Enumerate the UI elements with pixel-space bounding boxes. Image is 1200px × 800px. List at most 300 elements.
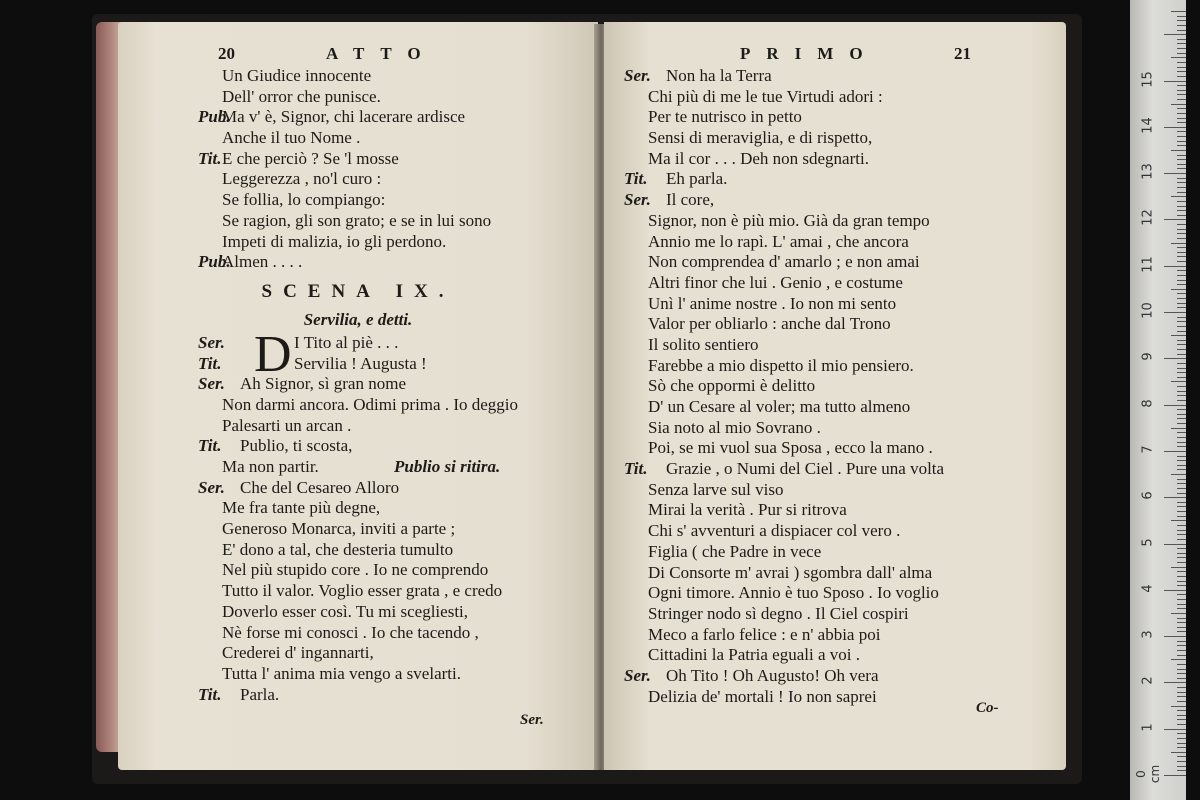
ruler-tick bbox=[1177, 99, 1186, 100]
verse-text: Sò che oppormi è delitto bbox=[648, 376, 816, 396]
text-line bbox=[604, 356, 1066, 377]
verse-text: Senza larve sul viso bbox=[648, 479, 784, 499]
ruler-tick bbox=[1177, 627, 1186, 628]
verse-text: Anche il tuo Nome . bbox=[222, 128, 361, 148]
ruler-tick bbox=[1177, 62, 1186, 63]
verse-text: Tutto il valor. Voglio esser grata , e credo bbox=[222, 581, 503, 601]
ruler-tick bbox=[1177, 594, 1186, 595]
verse-text: Non comprendea d' amarlo ; e non amai bbox=[648, 252, 920, 272]
verse-text: Per te nutrisco in petto bbox=[648, 107, 802, 127]
ruler-tick bbox=[1177, 631, 1186, 632]
speaker-label: Tit. bbox=[198, 684, 222, 704]
ruler-tick bbox=[1177, 307, 1186, 308]
ruler-tick bbox=[1164, 451, 1186, 452]
ruler-tick bbox=[1164, 405, 1186, 406]
text-line bbox=[604, 211, 1066, 232]
verse-text: Me fra tante più degne, bbox=[222, 498, 381, 518]
text-line bbox=[118, 232, 598, 253]
ruler-tick bbox=[1177, 224, 1186, 225]
verse-text: Chi più di me le tue Virtudi adori : bbox=[648, 86, 883, 106]
ruler-tick bbox=[1177, 317, 1186, 318]
ruler-tick bbox=[1177, 303, 1186, 304]
ruler-tick bbox=[1177, 743, 1186, 744]
verse-text: Ma v' è, Signor, chi lacerare ardisce bbox=[222, 107, 466, 127]
text-line bbox=[604, 604, 1066, 625]
ruler-tick bbox=[1164, 544, 1186, 545]
verse-text: Dell' orror che punisce. bbox=[222, 86, 381, 106]
verse-text: Eh parla. bbox=[666, 169, 728, 189]
ruler-tick bbox=[1177, 168, 1186, 169]
ruler-tick bbox=[1177, 270, 1186, 271]
verse-text: Annio me lo rapì. L' amai , che ancora bbox=[648, 231, 909, 251]
ruler-tick bbox=[1177, 756, 1186, 757]
text-line bbox=[604, 500, 1066, 521]
ruler-tick bbox=[1171, 613, 1186, 614]
text-line bbox=[604, 232, 1066, 253]
ruler-tick bbox=[1171, 104, 1186, 105]
ruler-tick bbox=[1164, 312, 1186, 313]
text-line bbox=[604, 252, 1066, 273]
ruler-tick bbox=[1164, 81, 1186, 82]
verse-text: Meco a farlo felice : e n' abbia poi bbox=[648, 624, 881, 644]
text-line bbox=[118, 354, 598, 375]
right-catchword: Co- bbox=[976, 700, 999, 716]
ruler-tick bbox=[1177, 738, 1186, 739]
text-line bbox=[604, 438, 1066, 459]
ruler-tick bbox=[1177, 275, 1186, 276]
speaker-label: Ser. bbox=[198, 374, 225, 394]
ruler-tick bbox=[1177, 326, 1186, 327]
ruler-tick bbox=[1171, 474, 1186, 475]
verse-text: Doverlo esser così. Tu mi scegliesti, bbox=[222, 601, 469, 621]
ruler-tick bbox=[1177, 530, 1186, 531]
ruler-tick bbox=[1164, 497, 1186, 498]
ruler-tick bbox=[1177, 719, 1186, 720]
ruler-tick bbox=[1177, 340, 1186, 341]
verse-text: Grazie , o Numi del Ciel . Pure una volta bbox=[666, 459, 945, 479]
ruler-tick bbox=[1177, 131, 1186, 132]
verse-text: E' dono a tal, che desteria tumulto bbox=[222, 539, 454, 559]
ruler-tick bbox=[1171, 659, 1186, 660]
ruler-number: 2 bbox=[1140, 676, 1156, 686]
ruler-tick bbox=[1171, 243, 1186, 244]
ruler-tick bbox=[1177, 293, 1186, 294]
speaker-label: Tit. bbox=[198, 436, 222, 456]
speaker-label: Pub. bbox=[198, 107, 231, 127]
ruler-tick bbox=[1177, 645, 1186, 646]
text-line bbox=[118, 333, 598, 354]
right-page-number: 21 bbox=[954, 44, 971, 63]
ruler-tick bbox=[1177, 446, 1186, 447]
text-line bbox=[118, 560, 598, 581]
verse-text: Palesarti un arcan . bbox=[222, 415, 352, 435]
ruler-tick bbox=[1177, 354, 1186, 355]
ruler-tick bbox=[1177, 678, 1186, 679]
ruler-tick bbox=[1177, 233, 1186, 234]
ruler-tick bbox=[1171, 150, 1186, 151]
ruler-tick bbox=[1177, 261, 1186, 262]
text-line bbox=[604, 459, 1066, 480]
ruler-tick bbox=[1177, 465, 1186, 466]
ruler-tick bbox=[1177, 506, 1186, 507]
left-page bbox=[118, 22, 598, 770]
ruler-tick bbox=[1164, 775, 1186, 776]
text-line bbox=[604, 335, 1066, 356]
text-line bbox=[118, 436, 598, 457]
text-line bbox=[118, 169, 598, 190]
ruler-tick bbox=[1177, 418, 1186, 419]
right-page-text bbox=[604, 66, 1066, 707]
ruler-tick bbox=[1177, 664, 1186, 665]
ruler-tick bbox=[1177, 442, 1186, 443]
speaker-label: Pub. bbox=[198, 252, 231, 272]
ruler-tick bbox=[1164, 729, 1186, 730]
left-page-header bbox=[118, 44, 598, 66]
ruler-number: 4 bbox=[1140, 584, 1156, 593]
right-page bbox=[604, 22, 1066, 770]
ruler-tick bbox=[1177, 136, 1186, 137]
ruler-tick bbox=[1177, 724, 1186, 725]
ruler-tick bbox=[1177, 548, 1186, 549]
ruler-tick bbox=[1177, 192, 1186, 193]
ruler-tick bbox=[1177, 733, 1186, 734]
ruler-tick bbox=[1164, 682, 1186, 683]
ruler-tick bbox=[1177, 460, 1186, 461]
measurement-ruler bbox=[1130, 0, 1186, 800]
ruler-tick bbox=[1171, 567, 1186, 568]
ruler-tick bbox=[1177, 673, 1186, 674]
text-line bbox=[604, 273, 1066, 294]
text-line bbox=[604, 376, 1066, 397]
ruler-tick bbox=[1177, 701, 1186, 702]
text-line bbox=[118, 87, 598, 108]
text-line bbox=[118, 498, 598, 519]
ruler-tick bbox=[1177, 20, 1186, 21]
verse-text: D' un Cesare al voler; ma tutto almeno bbox=[648, 397, 911, 416]
ruler-tick bbox=[1177, 321, 1186, 322]
text-line bbox=[118, 581, 598, 602]
verse-text: Non ha la Terra bbox=[666, 66, 772, 85]
text-line bbox=[118, 623, 598, 644]
ruler-tick bbox=[1177, 692, 1186, 693]
ruler-tick bbox=[1177, 377, 1186, 378]
ruler-tick bbox=[1177, 655, 1186, 656]
ruler-tick bbox=[1177, 344, 1186, 345]
ruler-tick bbox=[1177, 400, 1186, 401]
text-line bbox=[604, 418, 1066, 439]
ruler-tick bbox=[1177, 48, 1186, 49]
verse-text: Un Giudice innocente bbox=[222, 66, 372, 85]
verse-text: Di Consorte m' avrai ) sgombra dall' alma bbox=[648, 562, 933, 582]
verse-text: Unì l' anime nostre . Io non mi sento bbox=[648, 293, 897, 313]
ruler-tick bbox=[1177, 525, 1186, 526]
ruler-tick bbox=[1177, 141, 1186, 142]
ruler-tick bbox=[1164, 590, 1186, 591]
text-line bbox=[604, 480, 1066, 501]
ruler-tick bbox=[1177, 604, 1186, 605]
ruler-tick bbox=[1177, 372, 1186, 373]
verse-text: Generoso Monarca, inviti a parte ; bbox=[222, 519, 456, 539]
text-line bbox=[118, 395, 598, 416]
ruler-tick bbox=[1177, 622, 1186, 623]
scene-characters: Servilia, e detti. bbox=[303, 309, 413, 329]
text-line bbox=[118, 478, 598, 499]
verse-text: Delizia de' mortali ! Io non saprei bbox=[648, 686, 877, 706]
text-line bbox=[604, 190, 1066, 211]
ruler-number: 8 bbox=[1140, 398, 1156, 408]
verse-text: Figlia ( che Padre in vece bbox=[648, 541, 822, 561]
speaker-label: Tit. bbox=[198, 353, 222, 373]
ruler-tick bbox=[1177, 618, 1186, 619]
ruler-tick bbox=[1177, 229, 1186, 230]
ruler-number: 15 bbox=[1140, 70, 1156, 88]
ruler-tick bbox=[1177, 715, 1186, 716]
ruler-tick bbox=[1177, 298, 1186, 299]
text-line bbox=[604, 314, 1066, 335]
ruler-tick bbox=[1177, 71, 1186, 72]
ruler-tick bbox=[1177, 16, 1186, 17]
verse-text: Tutta l' anima mia vengo a svelarti. bbox=[222, 663, 461, 683]
ruler-tick bbox=[1177, 247, 1186, 248]
ruler-tick bbox=[1177, 349, 1186, 350]
ruler-tick bbox=[1177, 585, 1186, 586]
text-line bbox=[604, 149, 1066, 170]
text-line bbox=[604, 583, 1066, 604]
ruler-tick bbox=[1177, 710, 1186, 711]
ruler-tick bbox=[1177, 483, 1186, 484]
verse-text: Chi s' avventuri a dispiacer col vero . bbox=[648, 521, 901, 541]
verse-text: Sia noto al mio Sovrano . bbox=[648, 417, 821, 437]
text-line bbox=[604, 542, 1066, 563]
verse-text: Ma non partir. bbox=[222, 457, 319, 476]
ruler-tick bbox=[1177, 155, 1186, 156]
text-line bbox=[604, 563, 1066, 584]
verse-text: Se follia, lo compiango: bbox=[222, 190, 386, 210]
ruler-tick bbox=[1177, 187, 1186, 188]
scene-title: SCENA IX. bbox=[261, 280, 455, 302]
speaker-label: Ser. bbox=[624, 190, 651, 210]
left-running-head: ATTO bbox=[326, 44, 437, 63]
ruler-number: 11 bbox=[1140, 255, 1156, 273]
ruler-tick bbox=[1177, 331, 1186, 332]
ruler-tick bbox=[1177, 118, 1186, 119]
ruler-tick bbox=[1177, 576, 1186, 577]
ruler-tick bbox=[1171, 520, 1186, 521]
ruler-tick bbox=[1177, 516, 1186, 517]
ruler-tick bbox=[1177, 108, 1186, 109]
ruler-tick bbox=[1177, 113, 1186, 114]
ruler-tick bbox=[1177, 159, 1186, 160]
text-line bbox=[118, 643, 598, 664]
verse-text: Publio, ti scosta, bbox=[240, 436, 353, 456]
verse-text: Stringer nodo sì degno . Il Ciel cospiri bbox=[648, 603, 909, 623]
ruler-tick bbox=[1177, 687, 1186, 688]
text-line bbox=[604, 169, 1066, 190]
verse-text: Servilia ! Augusta ! bbox=[294, 353, 427, 373]
ruler-number: 14 bbox=[1140, 117, 1156, 134]
verse-text: E che perciò ? Se 'l mosse bbox=[222, 148, 399, 168]
ruler-tick bbox=[1177, 581, 1186, 582]
stage-direction: Publio si ritira. bbox=[394, 457, 501, 476]
ruler-tick bbox=[1177, 669, 1186, 670]
ruler-tick bbox=[1177, 534, 1186, 535]
text-line bbox=[118, 540, 598, 561]
ruler-tick bbox=[1177, 391, 1186, 392]
ruler-tick bbox=[1171, 335, 1186, 336]
ruler-unit-label: 0 cm bbox=[1134, 764, 1162, 784]
speaker-label: Tit. bbox=[624, 459, 648, 479]
ruler-tick bbox=[1177, 761, 1186, 762]
verse-text: Almen . . . . bbox=[222, 252, 303, 272]
ruler-tick bbox=[1164, 358, 1186, 359]
ruler-tick bbox=[1177, 414, 1186, 415]
ruler-tick bbox=[1177, 238, 1186, 239]
text-line bbox=[118, 685, 598, 706]
text-line bbox=[604, 666, 1066, 687]
verse-text: Cittadini la Patria eguali a voi . bbox=[648, 645, 860, 665]
ruler-tick bbox=[1177, 456, 1186, 457]
text-line bbox=[604, 107, 1066, 128]
ruler-tick bbox=[1164, 266, 1186, 267]
text-line bbox=[118, 149, 598, 170]
ruler-tick bbox=[1177, 210, 1186, 211]
verse-text: Sensi di meraviglia, e di rispetto, bbox=[648, 128, 873, 148]
ruler-tick bbox=[1171, 428, 1186, 429]
ruler-tick bbox=[1177, 599, 1186, 600]
speaker-label: Ser. bbox=[624, 66, 651, 85]
speaker-label: Tit. bbox=[624, 169, 648, 189]
ruler-tick bbox=[1177, 368, 1186, 369]
ruler-tick bbox=[1171, 196, 1186, 197]
ruler-tick bbox=[1177, 284, 1186, 285]
dropcap-block bbox=[118, 325, 598, 383]
ruler-number: 12 bbox=[1140, 209, 1156, 227]
ruler-tick bbox=[1177, 650, 1186, 651]
ruler-tick bbox=[1171, 752, 1186, 753]
ruler-tick bbox=[1177, 608, 1186, 609]
ruler-tick bbox=[1177, 30, 1186, 31]
text-line bbox=[118, 457, 598, 478]
ruler-tick bbox=[1177, 696, 1186, 697]
verse-text: Crederei d' ingannarti, bbox=[222, 643, 374, 663]
verse-text: Nè forse mi conosci . Io che tacendo , bbox=[222, 622, 479, 642]
text-line bbox=[118, 66, 598, 87]
ruler-tick bbox=[1171, 57, 1186, 58]
right-page-header bbox=[604, 44, 1066, 66]
verse-text: Altri finor che lui . Genio , e costume bbox=[648, 272, 903, 292]
ruler-tick bbox=[1164, 219, 1186, 220]
verse-text: Il core, bbox=[666, 190, 715, 210]
ruler-number: 3 bbox=[1140, 630, 1156, 639]
text-line bbox=[604, 66, 1066, 87]
verse-text: Oh Tito ! Oh Augusto! Oh vera bbox=[666, 665, 879, 685]
text-line bbox=[118, 128, 598, 149]
ruler-tick bbox=[1177, 90, 1186, 91]
verse-text: Leggerezza , no'l curo : bbox=[222, 169, 382, 189]
text-line bbox=[604, 397, 1066, 418]
text-line bbox=[118, 190, 598, 211]
verse-text: Mirai la verità . Pur si ritrova bbox=[648, 500, 847, 520]
speaker-label: Ser. bbox=[198, 477, 225, 497]
ruler-tick bbox=[1177, 747, 1186, 748]
ruler-tick bbox=[1177, 85, 1186, 86]
text-line bbox=[118, 374, 598, 395]
ruler-tick bbox=[1177, 423, 1186, 424]
verse-text: Impeti di malizia, io gli perdono. bbox=[222, 231, 447, 251]
ruler-tick bbox=[1177, 201, 1186, 202]
ruler-tick bbox=[1164, 636, 1186, 637]
left-catchword: Ser. bbox=[520, 712, 544, 728]
verse-text: Poi, se mi vuol sua Sposa , ecco la mano . bbox=[648, 438, 933, 458]
ruler-tick bbox=[1177, 437, 1186, 438]
ruler-number: 13 bbox=[1140, 163, 1156, 180]
ruler-tick bbox=[1164, 34, 1186, 35]
ruler-tick bbox=[1177, 178, 1186, 179]
ruler-tick bbox=[1177, 432, 1186, 433]
verse-text: I Tito al piè . . . bbox=[294, 332, 399, 352]
speaker-label: Ser. bbox=[198, 332, 225, 352]
ruler-tick bbox=[1177, 641, 1186, 642]
ruler-tick bbox=[1177, 409, 1186, 410]
text-line bbox=[604, 87, 1066, 108]
verse-text: Che del Cesareo Alloro bbox=[240, 477, 400, 497]
dropcap-letter: D bbox=[254, 325, 292, 383]
text-line bbox=[118, 107, 598, 128]
ruler-tick bbox=[1177, 493, 1186, 494]
verse-text: Parla. bbox=[240, 684, 280, 704]
text-line bbox=[118, 602, 598, 623]
text-line bbox=[118, 211, 598, 232]
ruler-tick bbox=[1177, 562, 1186, 563]
ruler-tick bbox=[1177, 766, 1186, 767]
text-line bbox=[604, 521, 1066, 542]
speaker-label: Tit. bbox=[198, 148, 222, 168]
ruler-tick bbox=[1177, 252, 1186, 253]
ruler-number: 6 bbox=[1140, 491, 1156, 500]
ruler-tick bbox=[1177, 256, 1186, 257]
ruler-tick bbox=[1177, 488, 1186, 489]
verse-text: Il solito sentiero bbox=[648, 334, 759, 354]
right-running-head: PRIMO bbox=[740, 44, 879, 63]
verse-text: Ogni timore. Annio è tuo Sposo . Io voglio bbox=[648, 583, 939, 603]
ruler-tick bbox=[1177, 280, 1186, 281]
verse-text: Ma il cor . . . Deh non sdegnarti. bbox=[648, 148, 869, 168]
text-line bbox=[604, 625, 1066, 646]
text-line bbox=[118, 416, 598, 437]
verse-text: Ah Signor, sì gran nome bbox=[240, 374, 406, 394]
ruler-tick bbox=[1164, 173, 1186, 174]
verse-text: Signor, non è più mio. Già da gran tempo bbox=[648, 210, 930, 230]
ruler-tick bbox=[1171, 11, 1186, 12]
text-line bbox=[118, 519, 598, 540]
text-line bbox=[118, 664, 598, 685]
left-page-number: 20 bbox=[218, 44, 235, 63]
ruler-number: 10 bbox=[1140, 302, 1156, 319]
verse-text: Se ragion, gli son grato; e se in lui sono bbox=[222, 210, 492, 230]
text-line bbox=[604, 645, 1066, 666]
ruler-tick bbox=[1177, 76, 1186, 77]
ruler-tick bbox=[1177, 557, 1186, 558]
speaker-label: Ser. bbox=[624, 665, 651, 685]
verse-text: Valor per obliarlo : anche dal Trono bbox=[648, 314, 891, 334]
left-page-text bbox=[118, 66, 598, 705]
ruler-tick bbox=[1177, 395, 1186, 396]
ruler-tick bbox=[1177, 164, 1186, 165]
ruler-number: 9 bbox=[1140, 352, 1156, 361]
ruler-tick bbox=[1171, 706, 1186, 707]
ruler-tick bbox=[1171, 381, 1186, 382]
ruler-tick bbox=[1177, 39, 1186, 40]
